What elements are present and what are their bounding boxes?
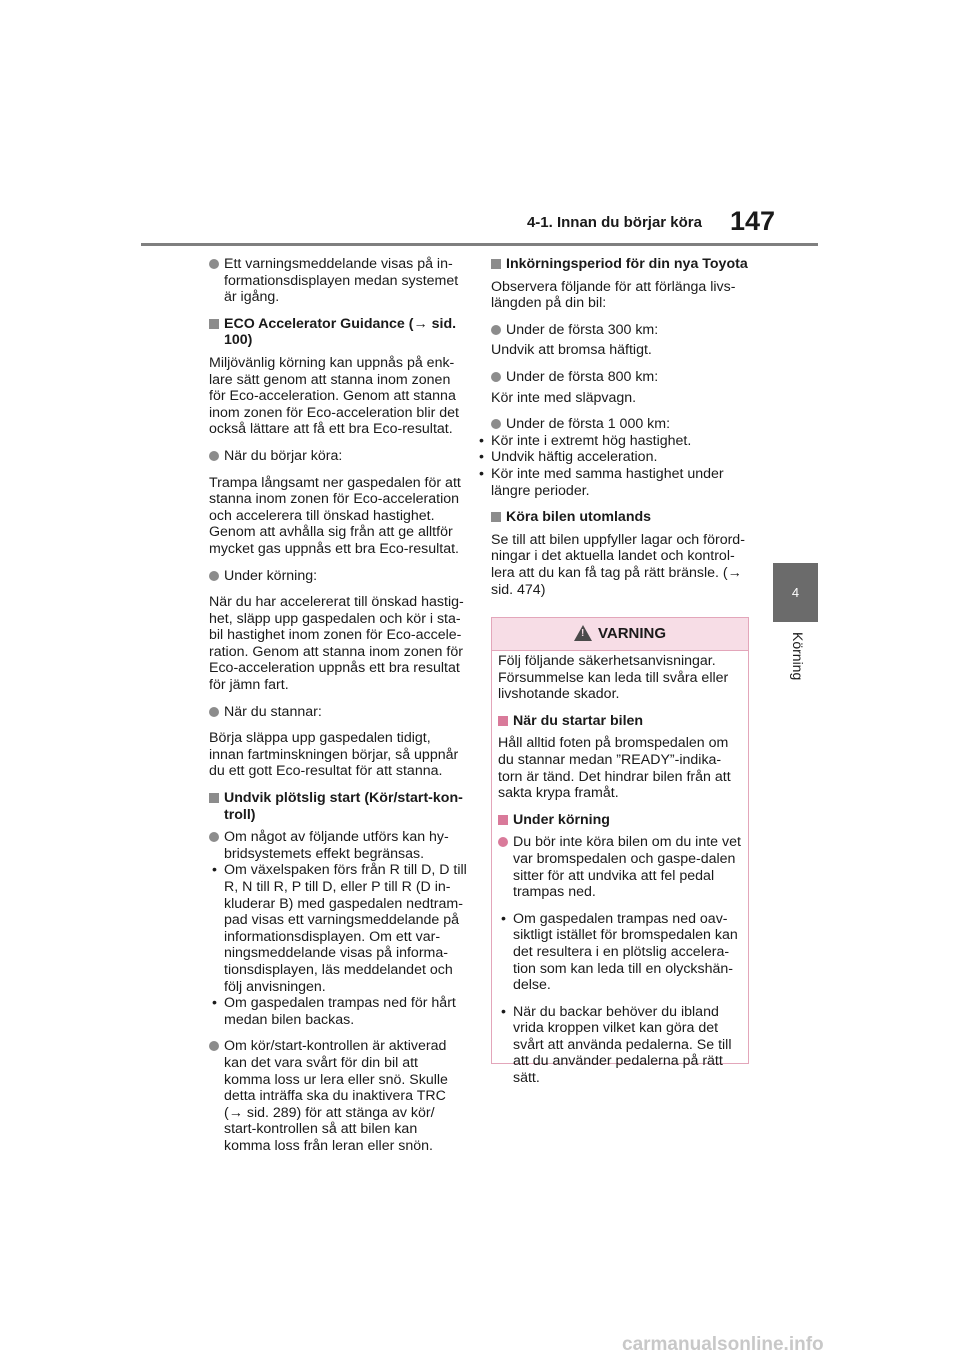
bullet-item: Under körning: [209, 568, 467, 585]
bullet-icon [209, 451, 219, 461]
list-item: • Om gaspedalen trampas ned för hårt medan bilen backas. [209, 995, 467, 1028]
chapter-tab: 4 [773, 563, 818, 622]
bullet-icon [209, 259, 219, 269]
section-heading: Köra bilen utomlands [491, 509, 753, 526]
warning-body [492, 651, 748, 1087]
section-heading: ECO Accelerator Guidance (→ sid. 100) [209, 316, 467, 349]
list-item: • Kör inte i extremt hög hastighet. [476, 433, 753, 450]
list-item: • Undvik häftig acceleration. [476, 449, 753, 466]
sub-list [209, 862, 467, 1028]
sub-list [476, 433, 753, 499]
bullet-icon [209, 1041, 219, 1051]
warning-title: VARNING [597, 625, 667, 642]
square-bullet-icon [491, 512, 501, 522]
paragraph: Trampa långsamt ner gaspedalen för att stanna inom zonen för Eco-acceleration och accelerera till önskad hastighet. Genom att avhålla sig från att ge alltför mycket gas uppnås ett bra Eco-resultat. [209, 474, 461, 557]
section-heading: Undvik plötslig start (Kör/start-kon-troll) [209, 790, 467, 823]
square-bullet-icon [491, 259, 501, 269]
paragraph: Observera följande för att förlänga livs-längden på din bil: [491, 278, 736, 312]
warning-triangle-icon: ! [574, 625, 592, 641]
chapter-label: Körning [790, 632, 806, 681]
warning-intro: Följ följande säkerhetsanvisningar. Försummelse kan leda till svåra eller livshotande skador. [498, 653, 729, 703]
left-column [209, 256, 467, 1165]
bullet-item: Under de första 300 km: [491, 322, 753, 339]
bullet-item: När du stannar: [209, 704, 467, 721]
bullet-icon [209, 571, 219, 581]
list-item: • När du backar behöver du ibland vrida kroppen vilket kan göra det svårt att använda pedalerna. Se till att du använder pedalerna på rätt sätt. [498, 1004, 744, 1087]
paragraph: Börja släppa upp gaspedalen tidigt, innan fartminskningen börjar, så uppnår du ett gott Eco-resultat för att stanna. [209, 730, 459, 780]
bullet-icon [209, 707, 219, 717]
paragraph: Håll alltid foten på bromspedalen om du stannar medan ”READY”-indika-torn är tänd. Det hindrar bilen från att sakta krypa framåt. [498, 735, 731, 802]
list-item: • Kör inte med samma hastighet under längre perioder. [476, 466, 753, 499]
warning-box [491, 617, 749, 1087]
bullet-icon [209, 832, 219, 842]
paragraph: Se till att bilen uppfyller lagar och förord-ningar i det aktuella landet och kontrol-lera att du kan få tag på rätt bränsle. (→ sid. 474) [491, 531, 745, 598]
warning-header [492, 618, 748, 651]
bullet-item: Under de första 800 km: [491, 369, 753, 386]
square-bullet-icon [209, 319, 219, 329]
section-title: 4-1. Innan du börjar köra [526, 214, 702, 231]
paragraph: Miljövänlig körning kan uppnås på enk-lare sätt genom att stanna inom zonen för Eco-acceleration. Genom att stanna inom zonen för Eco-acceleration blir det också lättare att få ett bra Eco-resultat. [209, 354, 459, 438]
bullet-icon [491, 372, 501, 382]
bullet-item: Om kör/start-kontrollen är aktiverad kan det vara svårt för din bil att komma loss ur lera eller snö. Skulle detta inträffa ska du inaktivera TRC (→ sid. 289) för att stänga av kör/ start-kontrollen så att bilen kan komma loss från leran eller snön. [209, 1038, 467, 1154]
watermark: carmanualsonline.info [622, 1334, 824, 1355]
section-heading: Inkörningsperiod för din nya Toyota [491, 256, 753, 273]
sub-list [498, 911, 744, 1087]
warning-heading: Under körning [498, 812, 744, 829]
bullet-item: Under de första 1 000 km: [491, 416, 753, 433]
list-item: • Om gaspedalen trampas ned oav-siktligt istället för bromspedalen kan det resultera i en plötslig accelera-tion som kan leda till en olyckshän-delse. [498, 911, 744, 994]
paragraph: När du har accelererat till önskad hastig-het, släpp upp gaspedalen och kör i sta-bil hastighet inom zonen för Eco-accele-ration. Genom att stanna inom zonen för Eco-acceleration uppnås ett bra resultat för jämn fart. [209, 594, 464, 694]
paragraph: Undvik att bromsa häftigt. [491, 342, 652, 359]
bullet-item: Om något av följande utförs kan hy-bridsystemets effekt begränsas. [209, 829, 467, 862]
paragraph: Kör inte med släpvagn. [491, 389, 637, 406]
bullet-item: Du bör inte köra bilen om du inte vet var bromspedalen och gaspe-dalen sitter för att undvika att fel pedal trampas ned. [498, 834, 744, 900]
list-item: • Om växelspaken förs från R till D, D till R, N till R, P till D, eller P till R (D in-kluderar B) med gaspedalen nedtram-pad visas ett varningsmeddelande på informationsdisplayen. Om ett var-ningsmeddelande visas på informa-tionsdisplayen, läs meddelandet och följ anvisningen. [209, 862, 467, 995]
right-column [491, 256, 753, 608]
page-number: 147 [730, 206, 776, 236]
square-bullet-icon [498, 716, 508, 726]
bullet-item: När du börjar köra: [209, 448, 467, 465]
square-bullet-icon [498, 815, 508, 825]
square-bullet-icon [209, 793, 219, 803]
header-rule [141, 243, 818, 246]
warning-heading: När du startar bilen [498, 713, 744, 730]
bullet-icon [498, 837, 508, 847]
bullet-icon [491, 419, 501, 429]
bullet-item: Ett varningsmeddelande visas på in-formationsdisplayen medan systemet är igång. [209, 256, 467, 306]
bullet-icon [491, 325, 501, 335]
